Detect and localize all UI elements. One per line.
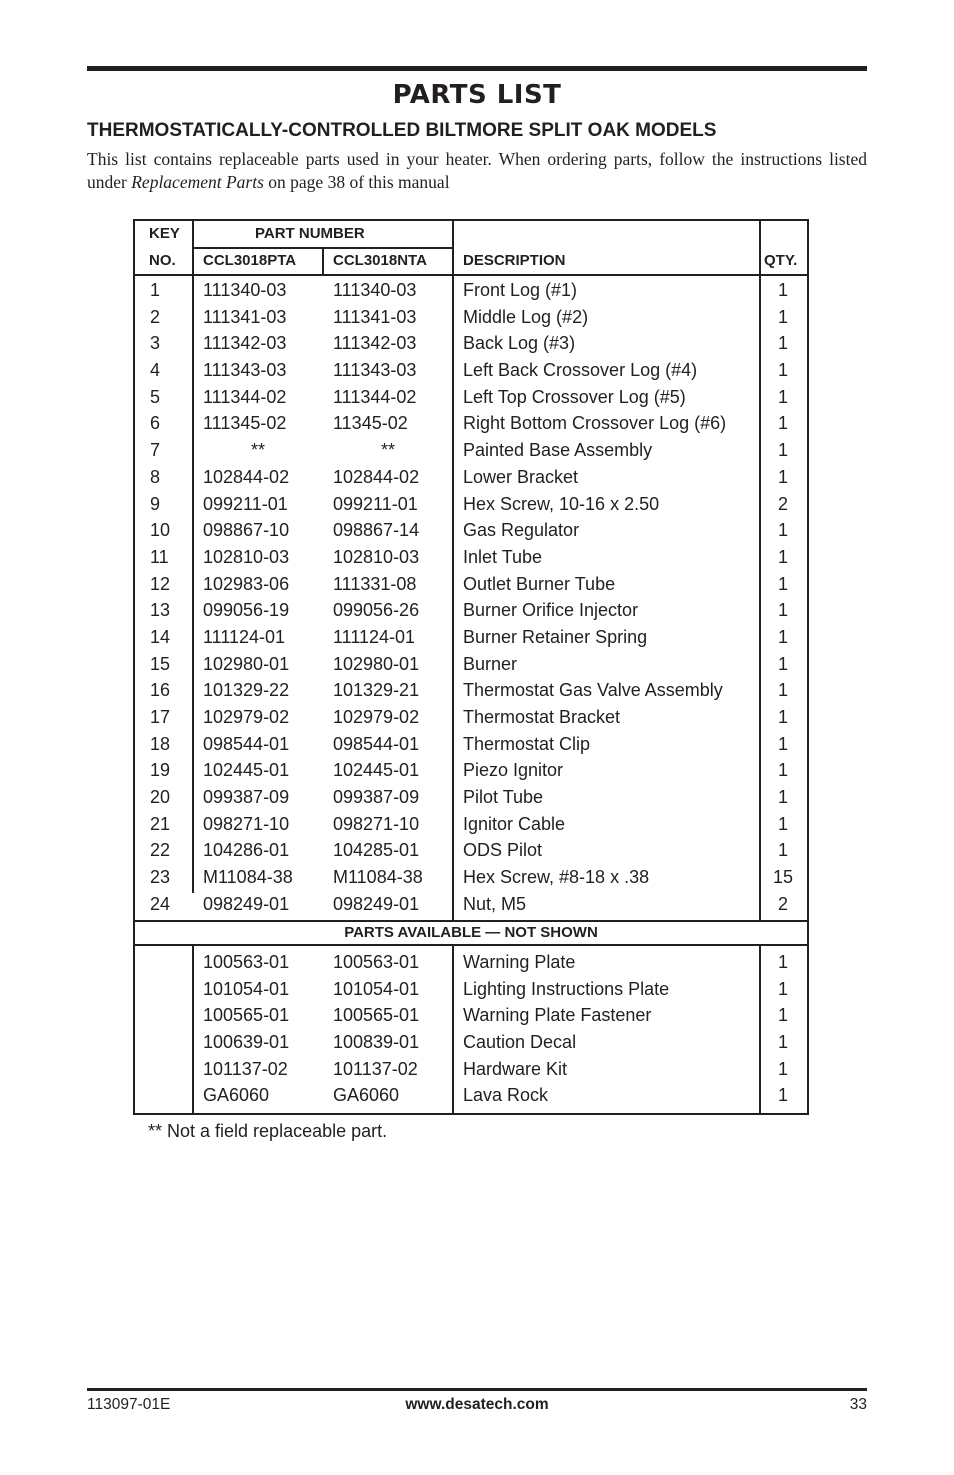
doc-number: 113097-01E bbox=[87, 1396, 171, 1413]
part-number-nta: 111331-08 bbox=[333, 573, 417, 594]
part-number-nta: M11084-38 bbox=[333, 867, 423, 888]
table-row bbox=[135, 757, 807, 784]
header-model-b: CCL3018NTA bbox=[333, 252, 427, 269]
part-number-pta: 098867-10 bbox=[203, 520, 290, 541]
table-row bbox=[135, 277, 807, 304]
table-row bbox=[135, 864, 807, 891]
header-model-a: CCL3018PTA bbox=[203, 252, 297, 269]
key-number: 22 bbox=[150, 840, 171, 861]
website-link[interactable]: www.desatech.com bbox=[405, 1396, 549, 1413]
part-number-pta: 101137-02 bbox=[203, 1058, 288, 1079]
part-qty: 1 bbox=[777, 707, 788, 727]
part-number-nta: 101329-21 bbox=[333, 680, 420, 701]
table-row bbox=[135, 677, 807, 704]
part-description: Lava Rock bbox=[463, 1085, 549, 1106]
key-number: 4 bbox=[150, 360, 161, 381]
table-row bbox=[135, 544, 807, 571]
part-description: Piezo Ignitor bbox=[463, 760, 564, 781]
part-number-nta: 102810-03 bbox=[333, 546, 420, 567]
part-number-pta: 111124-01 bbox=[203, 626, 286, 647]
part-description: Caution Decal bbox=[463, 1032, 577, 1053]
part-number-nta: 102980-01 bbox=[333, 653, 420, 674]
part-number-pta: 102810-03 bbox=[203, 546, 290, 567]
part-description: Left Top Crossover Log (#5) bbox=[463, 386, 686, 407]
part-number-pta: 101329-22 bbox=[203, 680, 290, 701]
part-qty: 1 bbox=[777, 952, 788, 972]
part-number-pta: 098271-10 bbox=[203, 813, 290, 834]
part-number-nta: 111343-03 bbox=[333, 360, 417, 381]
part-number-pta: GA6060 bbox=[203, 1085, 270, 1106]
intro-paragraph bbox=[87, 148, 867, 194]
key-number: 10 bbox=[150, 520, 171, 541]
section-not-shown-label: PARTS AVAILABLE — NOT SHOWN bbox=[344, 924, 598, 941]
table-row bbox=[135, 464, 807, 491]
part-number-pta: 104286-01 bbox=[203, 840, 290, 861]
top-rule bbox=[87, 66, 867, 71]
bottom-rule bbox=[87, 1388, 867, 1391]
intro-italic-reference: Replacement Parts bbox=[131, 172, 264, 192]
part-number-pta: 098249-01 bbox=[203, 893, 290, 914]
part-description: Burner bbox=[463, 653, 518, 674]
part-description: Hex Screw, #8-18 x .38 bbox=[463, 867, 650, 888]
header-part-number: PART NUMBER bbox=[255, 225, 365, 242]
key-number: 20 bbox=[150, 787, 171, 808]
part-number-nta: 100839-01 bbox=[333, 1032, 420, 1053]
part-number-pta: 111345-02 bbox=[203, 413, 287, 434]
part-number-pta: 098544-01 bbox=[203, 733, 290, 754]
part-description: Nut, M5 bbox=[463, 893, 527, 914]
part-number-pta: 100639-01 bbox=[203, 1032, 290, 1053]
key-number: 1 bbox=[150, 280, 161, 300]
part-qty: 1 bbox=[777, 787, 788, 808]
key-number: 8 bbox=[150, 466, 161, 487]
key-number: 23 bbox=[150, 867, 171, 888]
part-qty: 1 bbox=[777, 626, 788, 647]
part-qty: 1 bbox=[777, 333, 788, 354]
part-qty: 1 bbox=[777, 306, 788, 327]
part-number-pta: 099387-09 bbox=[203, 787, 290, 808]
part-qty: 1 bbox=[777, 413, 788, 434]
part-number-nta: 111341-03 bbox=[333, 306, 417, 327]
table-row bbox=[135, 597, 807, 624]
part-description: Inlet Tube bbox=[463, 546, 543, 567]
part-description: Left Back Crossover Log (#4) bbox=[463, 360, 698, 381]
table-row bbox=[135, 330, 807, 357]
part-number-nta: 101054-01 bbox=[333, 978, 420, 999]
part-number-nta: 111342-03 bbox=[333, 333, 417, 354]
part-qty: 2 bbox=[777, 493, 788, 514]
table-row bbox=[135, 1056, 807, 1083]
part-number-nta: 098867-14 bbox=[333, 520, 420, 541]
header-bottom-rule bbox=[135, 274, 807, 276]
part-number-nta: ** bbox=[380, 440, 395, 461]
part-qty: 1 bbox=[777, 813, 788, 834]
key-number: 24 bbox=[150, 893, 171, 914]
part-number-nta: 098271-10 bbox=[333, 813, 420, 834]
part-number-nta: 111124-01 bbox=[333, 626, 416, 647]
intro-text-2: on page 38 of this manual bbox=[263, 172, 450, 192]
key-number: 11 bbox=[150, 546, 169, 567]
part-number-pta: 101054-01 bbox=[203, 978, 290, 999]
part-number-pta: 111342-03 bbox=[203, 333, 287, 354]
key-number: 3 bbox=[150, 333, 161, 354]
part-number-pta: 111340-03 bbox=[203, 280, 287, 300]
table-row bbox=[135, 837, 807, 864]
part-number-nta: 111340-03 bbox=[333, 280, 417, 300]
table-row bbox=[135, 304, 807, 331]
part-qty: 1 bbox=[777, 760, 788, 781]
part-number-pta: 102983-06 bbox=[203, 573, 290, 594]
part-description: Middle Log (#2) bbox=[463, 306, 589, 327]
part-number-pta: 100565-01 bbox=[203, 1005, 290, 1026]
part-number-pta: 100563-01 bbox=[203, 952, 290, 972]
part-number-pta: 099211-01 bbox=[203, 493, 288, 514]
table-row bbox=[135, 949, 807, 976]
key-number: 15 bbox=[150, 653, 171, 674]
table-row bbox=[135, 624, 807, 651]
part-qty: 1 bbox=[777, 680, 788, 701]
part-description: Thermostat Clip bbox=[463, 733, 591, 754]
key-number: 19 bbox=[150, 760, 171, 781]
part-qty: 1 bbox=[777, 360, 788, 381]
table-row bbox=[135, 731, 807, 758]
part-number-pta: 111344-02 bbox=[203, 386, 287, 407]
part-description: Gas Regulator bbox=[463, 520, 580, 541]
header-qty: QTY. bbox=[764, 252, 798, 269]
part-description: Lighting Instructions Plate bbox=[463, 978, 670, 999]
header-key-top: KEY bbox=[149, 225, 180, 242]
part-qty: 1 bbox=[777, 280, 788, 300]
table-row bbox=[135, 384, 807, 411]
part-qty: 1 bbox=[777, 440, 788, 461]
part-number-pta: 102980-01 bbox=[203, 653, 290, 674]
table-row bbox=[135, 704, 807, 731]
part-qty: 1 bbox=[777, 1032, 788, 1053]
part-qty: 1 bbox=[777, 520, 788, 541]
section-subtitle: THERMOSTATICALLY-CONTROLLED BILTMORE SPLIT OAK MODELS bbox=[87, 120, 717, 141]
part-description: Painted Base Assembly bbox=[463, 440, 653, 461]
part-number-nta: 098544-01 bbox=[333, 733, 420, 754]
key-number: 2 bbox=[150, 306, 161, 327]
part-description: Lower Bracket bbox=[463, 466, 579, 487]
key-number: 18 bbox=[150, 733, 171, 754]
part-number-nta: 104285-01 bbox=[333, 840, 420, 861]
table-row bbox=[135, 784, 807, 811]
table-row bbox=[135, 357, 807, 384]
part-description: Thermostat Bracket bbox=[463, 707, 621, 727]
part-number-pta: ** bbox=[250, 440, 265, 461]
parts-table bbox=[133, 219, 809, 1115]
part-description: Right Bottom Crossover Log (#6) bbox=[463, 413, 727, 434]
part-description: Warning Plate bbox=[463, 952, 576, 972]
table-row bbox=[135, 491, 807, 518]
footnote: ** Not a field replaceable part. bbox=[148, 1121, 388, 1141]
part-qty: 1 bbox=[777, 546, 788, 567]
part-number-nta: 102445-01 bbox=[333, 760, 420, 781]
table-row bbox=[135, 410, 807, 437]
key-number: 21 bbox=[150, 813, 171, 834]
part-number-nta: 11345-02 bbox=[333, 413, 408, 434]
part-qty: 1 bbox=[777, 978, 788, 999]
part-description: ODS Pilot bbox=[463, 840, 543, 861]
part-qty: 1 bbox=[777, 466, 788, 487]
part-number-nta: 102979-02 bbox=[333, 707, 420, 727]
part-number-nta: 098249-01 bbox=[333, 893, 420, 914]
part-qty: 1 bbox=[777, 653, 788, 674]
part-description: Burner Orifice Injector bbox=[463, 600, 639, 621]
key-number: 14 bbox=[150, 626, 171, 647]
part-number-nta: 099387-09 bbox=[333, 787, 420, 808]
part-description: Front Log (#1) bbox=[463, 280, 578, 300]
part-number-nta: 102844-02 bbox=[333, 466, 420, 487]
table-row bbox=[135, 1082, 807, 1109]
part-qty: 1 bbox=[777, 1085, 788, 1106]
part-description: Hex Screw, 10-16 x 2.50 bbox=[463, 493, 660, 514]
key-number: 13 bbox=[150, 600, 171, 621]
part-description: Hardware Kit bbox=[463, 1058, 568, 1079]
part-number-pta: M11084-38 bbox=[203, 867, 293, 888]
parts-rows bbox=[135, 277, 807, 918]
part-qty: 1 bbox=[777, 1005, 788, 1026]
key-number: 7 bbox=[150, 440, 161, 461]
part-qty: 1 bbox=[777, 1058, 788, 1079]
header-description: DESCRIPTION bbox=[463, 252, 566, 269]
part-number-nta: 100565-01 bbox=[333, 1005, 420, 1026]
part-number-pta: 102445-01 bbox=[203, 760, 290, 781]
part-description: Warning Plate Fastener bbox=[463, 1005, 652, 1026]
key-number: 5 bbox=[150, 386, 161, 407]
key-number: 17 bbox=[150, 707, 171, 727]
intro-text-1: This list contains replaceable parts used in your heater. When ordering parts, follow the instructions listed under bbox=[87, 149, 867, 192]
key-number: 12 bbox=[150, 573, 171, 594]
table-row bbox=[135, 437, 807, 464]
part-qty: 1 bbox=[777, 840, 788, 861]
table-row bbox=[135, 811, 807, 838]
part-description: Ignitor Cable bbox=[463, 813, 566, 834]
key-number: 6 bbox=[150, 413, 161, 434]
table-row bbox=[135, 517, 807, 544]
part-qty: 15 bbox=[772, 867, 794, 888]
part-qty: 2 bbox=[777, 893, 788, 914]
part-qty: 1 bbox=[777, 733, 788, 754]
header-key-bottom: NO. bbox=[149, 252, 176, 269]
part-description: Outlet Burner Tube bbox=[463, 573, 616, 594]
col-divider-models bbox=[322, 248, 324, 274]
table-row bbox=[135, 1002, 807, 1029]
part-number-pta: 102979-02 bbox=[203, 707, 290, 727]
table-row bbox=[135, 1029, 807, 1056]
part-number-nta: GA6060 bbox=[333, 1085, 400, 1106]
header-sub-rule bbox=[192, 247, 452, 249]
table-row bbox=[135, 571, 807, 598]
key-number: 9 bbox=[150, 493, 161, 514]
part-number-nta: 099211-01 bbox=[333, 493, 418, 514]
extra-parts-rows bbox=[135, 949, 807, 1109]
part-number-nta: 111344-02 bbox=[333, 386, 417, 407]
key-number: 16 bbox=[150, 680, 171, 701]
part-number-pta: 111343-03 bbox=[203, 360, 287, 381]
table-row bbox=[135, 651, 807, 678]
part-description: Pilot Tube bbox=[463, 787, 544, 808]
part-description: Burner Retainer Spring bbox=[463, 626, 648, 647]
table-row bbox=[135, 891, 807, 918]
part-qty: 1 bbox=[777, 600, 788, 621]
page-title: PARTS LIST bbox=[392, 80, 562, 110]
part-qty: 1 bbox=[777, 573, 788, 594]
page-number: 33 bbox=[849, 1396, 867, 1413]
part-number-pta: 111341-03 bbox=[203, 306, 287, 327]
part-description: Back Log (#3) bbox=[463, 333, 576, 354]
table-row bbox=[135, 976, 807, 1003]
part-number-pta: 102844-02 bbox=[203, 466, 290, 487]
part-number-nta: 100563-01 bbox=[333, 952, 420, 972]
part-number-pta: 099056-19 bbox=[203, 600, 290, 621]
part-number-nta: 099056-26 bbox=[333, 600, 420, 621]
part-number-nta: 101137-02 bbox=[333, 1058, 418, 1079]
part-description: Thermostat Gas Valve Assembly bbox=[463, 680, 723, 701]
part-qty: 1 bbox=[777, 386, 788, 407]
